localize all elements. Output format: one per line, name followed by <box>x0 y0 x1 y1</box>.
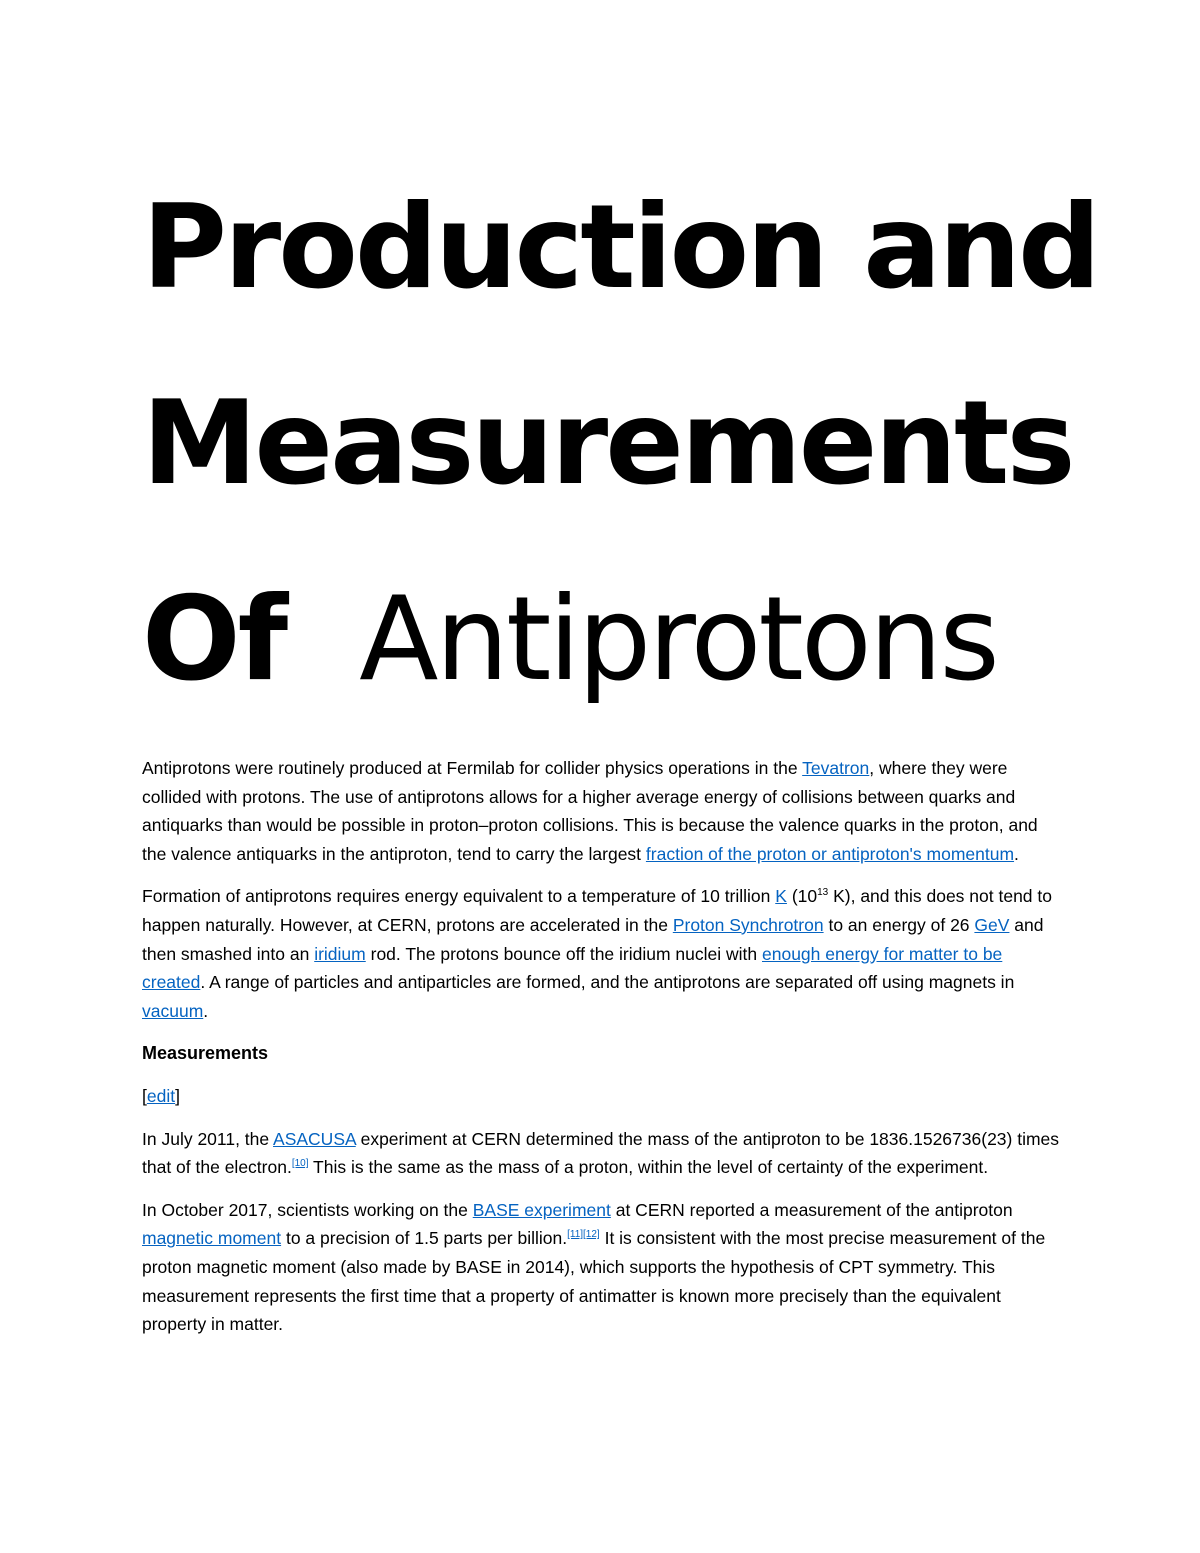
text-span: and then smashed into an <box>142 914 1044 964</box>
text-span: Antiprotons were routinely produced at Fermilab for collider physics operations in the <box>142 758 803 778</box>
bracket-open: [ <box>142 1085 147 1106</box>
title-line-1: Production and <box>142 180 1099 315</box>
text-span: . <box>203 1000 209 1021</box>
bracket-close: ] <box>175 1085 180 1106</box>
text-span: to an energy of 26 <box>823 914 975 935</box>
link-enough-energy[interactable]: enough energy for matter to be created <box>142 943 1003 993</box>
text-span: at CERN reported a measurement of the antiproton <box>610 1199 1013 1220</box>
link-tevatron[interactable]: Tevatron <box>802 758 870 778</box>
link-kelvin[interactable]: K <box>775 886 787 907</box>
reference-10 <box>292 1158 309 1169</box>
link-reference-10[interactable]: [10] <box>291 1158 309 1170</box>
text-span: rod. The protons bounce off the iridium nuclei with <box>365 943 762 964</box>
text-span: , where they were collided with protons. The use of antiprotons allows for a higher average energy of collisions between quarks and antiquarks than would be possible in proton–proton collisions. This is because the valence quarks in the proton, and the valence antiquarks in the antiproton, tend to carry the largest <box>142 758 1038 864</box>
edit-section-link <box>142 1082 1062 1111</box>
text-span: Formation of antiprotons requires energy equivalent to a temperature of 10 trillion <box>142 886 776 907</box>
link-asacusa[interactable]: ASACUSA <box>273 1128 356 1149</box>
superscript-exponent: 13 <box>817 887 829 899</box>
text-span: to a precision of 1.5 parts per billion. <box>281 1228 568 1249</box>
link-magnetic-moment[interactable]: magnetic moment <box>142 1228 282 1249</box>
body-text <box>142 754 1062 1339</box>
link-iridium[interactable]: iridium <box>314 943 366 964</box>
text-span: In July 2011, the <box>142 1128 274 1149</box>
paragraph-asacusa <box>142 1125 1062 1182</box>
link-reference-11[interactable]: [11] <box>567 1229 584 1241</box>
text-span: This is the same as the mass of a proton, within the level of certainty of the experiment. <box>308 1157 989 1178</box>
text-span: It is consistent with the most precise measurement of the proton magnetic moment (also made by BASE in 2014), which supports the hypothesis of CPT symmetry. This measurement represents the first time that a property of antimatter is known more precisely than the equivalent property in matter. <box>142 1228 1046 1335</box>
text-span: K), and this does not tend to happen naturally. However, at CERN, protons are accelerated in the <box>142 886 1052 935</box>
title-antiprotons: Antiprotons <box>359 572 997 707</box>
reference-11-12 <box>567 1229 600 1240</box>
text-span: . <box>1014 843 1019 864</box>
document-page <box>142 150 1099 1353</box>
paragraph-production <box>142 754 1062 868</box>
text-span: (10 <box>786 886 818 907</box>
document-title <box>142 150 1099 738</box>
text-span: . A range of particles and antiparticles are formed, and the antiprotons are separated off using magnets in <box>200 972 1015 993</box>
link-gev[interactable]: GeV <box>974 914 1010 935</box>
text-span: experiment at CERN determined the mass of the antiproton to be 1836.1526736(23) times that of the electron. <box>142 1128 1060 1178</box>
link-fraction-momentum[interactable]: fraction of the proton or antiproton's momentum <box>645 843 1015 864</box>
title-line-2: Measurements <box>142 376 1073 511</box>
link-reference-12[interactable]: [12] <box>583 1229 600 1241</box>
title-line-3 <box>142 542 1062 738</box>
link-vacuum[interactable]: vacuum <box>142 1000 204 1021</box>
title-of: Of <box>142 572 286 707</box>
link-edit[interactable]: edit <box>146 1085 176 1106</box>
text-span: In October 2017, scientists working on the <box>142 1199 473 1220</box>
link-base-experiment[interactable]: BASE experiment <box>472 1199 611 1220</box>
paragraph-base <box>142 1196 1062 1339</box>
section-heading-measurements: Measurements <box>142 1043 269 1064</box>
paragraph-formation <box>142 882 1062 1025</box>
link-proton-synchrotron[interactable]: Proton Synchrotron <box>672 914 824 935</box>
